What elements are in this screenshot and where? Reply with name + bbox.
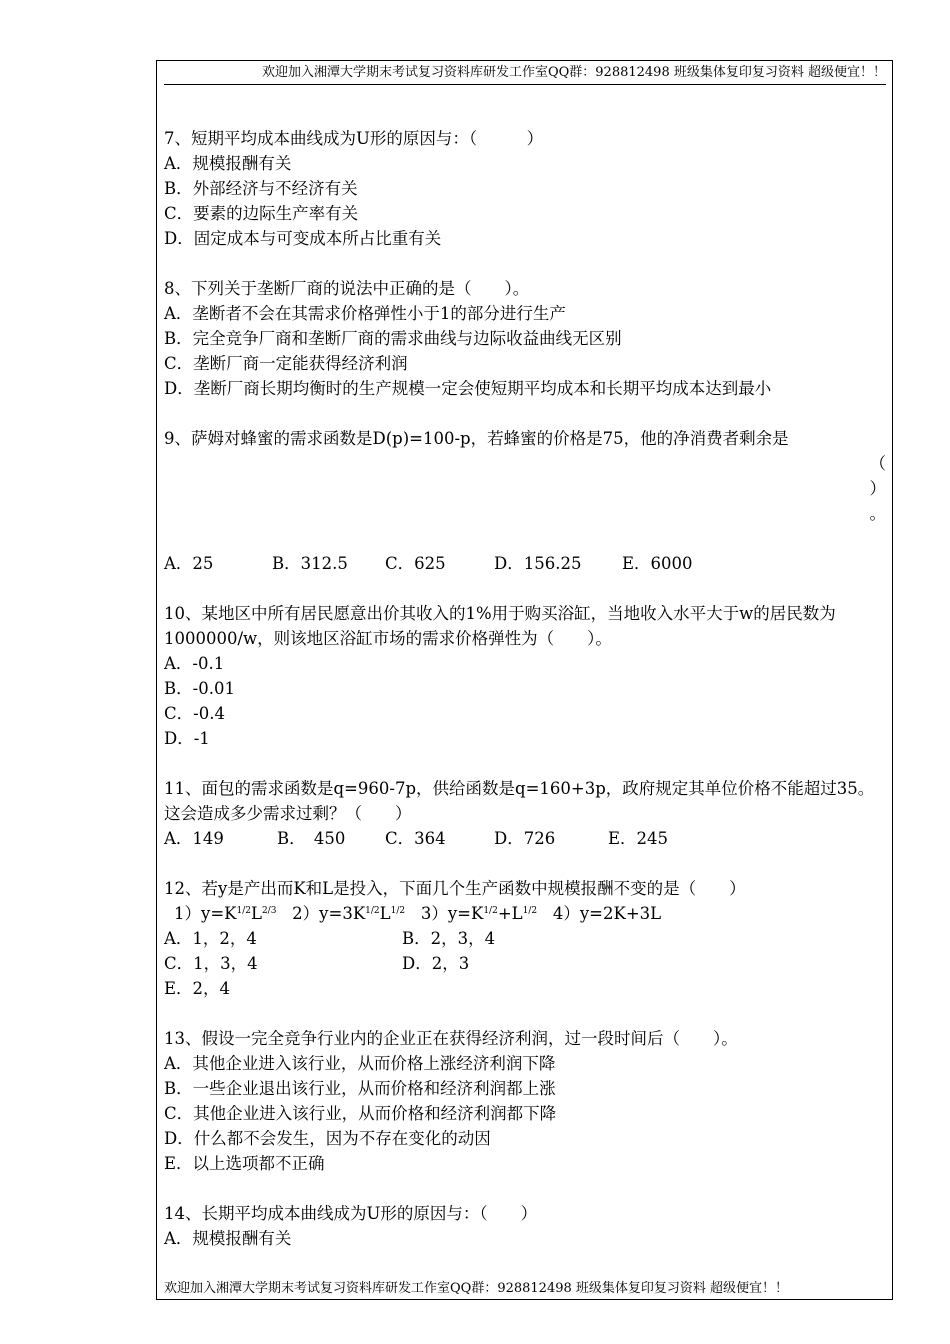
question-13 [164,1026,886,1176]
question-13-option-a: A．其他企业进入该行业，从而价格上涨经济利润下降 [164,1054,556,1073]
question-10-option-b: B．-0.01 [164,679,235,698]
question-12-option-b: B．2，3，4 [402,929,496,948]
question-14-stem: 14、长期平均成本曲线成为U形的原因与：（ ） [164,1204,538,1223]
exam-content [164,126,886,1251]
question-13-option-e: E．以上选项都不正确 [164,1154,325,1173]
question-8-option-b: B．完全竞争厂商和垄断厂商的需求曲线与边际收益曲线无区别 [164,329,622,348]
question-11-option-b: B． 450 [277,829,346,848]
question-10-stem: 10、某地区中所有居民愿意出价其收入的1%用于购买浴缸，当地收入水平大于w的居民数为1000000/w，则该地区浴缸市场的需求价格弹性为（ ）。 [164,604,836,648]
question-11 [164,776,886,851]
question-9-stem: 9、萨姆对蜂蜜的需求函数是D(p)=100-p，若蜂蜜的价格是75，他的净消费者剩余是 [164,429,789,448]
question-9 [164,426,886,576]
question-13-stem: 13、假设一完全竞争行业内的企业正在获得经济利润，过一段时间后（ ）。 [164,1029,738,1048]
question-7-stem: 7、短期平均成本曲线成为U形的原因与：（ ） [164,129,544,148]
function-1: $1)y=K^{1/2}L^{2/3}$ [174,904,277,923]
question-8-option-c: C．垄断厂商一定能获得经济利润 [164,354,408,373]
question-12 [164,876,886,1001]
question-9-paren-open: （ [869,454,886,473]
page-header: 欢迎加入湘潭大学期末考试复习资料库研发工作室QQ群：928812498 班级集体复印复习资料 超级便宜！！ [164,64,886,85]
question-10-option-c: C．-0.4 [164,704,225,723]
question-11-option-e: E．245 [608,829,669,848]
question-7-option-d: D．固定成本与可变成本所占比重有关 [164,229,442,248]
question-9-paren-close: ） [869,479,886,498]
question-12-option-c: C．1，3，4 [164,954,258,973]
question-9-option-a: A．25 [164,554,214,573]
question-11-option-c: C．364 [385,829,446,848]
function-3: $3)y=K^{1/2}+L^{1/2}$ [420,904,538,923]
question-11-options [164,826,886,851]
question-10 [164,601,886,751]
question-7-option-b: B．外部经济与不经济有关 [164,179,358,198]
question-10-option-a: A．-0.1 [164,654,225,673]
question-9-option-d: D．156.25 [494,554,582,573]
page-footer: 欢迎加入湘潭大学期末考试复习资料库研发工作室QQ群：928812498 班级集体复印复习资料 超级便宜！！ [164,1281,789,1296]
function-4: 4）y=2K+3L [552,904,662,923]
question-7 [164,126,886,251]
question-9-option-e: E．6000 [622,554,693,573]
question-13-option-c: C．其他企业进入该行业，从而价格和经济利润都下降 [164,1104,557,1123]
question-9-option-b: B．312.5 [272,554,348,573]
question-12-option-a: A．1，2，4 [164,929,257,948]
question-14-option-a: A．规模报酬有关 [164,1229,292,1248]
question-14 [164,1201,886,1251]
question-9-options [164,551,886,576]
question-11-option-d: D．726 [494,829,556,848]
question-9-period: 。 [869,504,886,523]
question-12-option-d: D．2，3 [402,954,470,973]
question-8-option-a: A．垄断者不会在其需求价格弹性小于1的部分进行生产 [164,304,566,323]
question-12-options-row-2 [164,951,886,976]
question-12-stem: 12、若y是产出而K和L是投入，下面几个生产函数中规模报酬不变的是（ ） [164,879,746,898]
function-2: $2)y=3K^{1/2}L^{1/2}$ [292,904,406,923]
question-11-stem: 11、面包的需求函数是q=960-7p，供给函数是q=160+3p，政府规定其单位价格不能超过35。这会造成多少需求过剩？（ ） [164,779,875,823]
question-13-option-b: B．一些企业退出该行业，从而价格和经济利润都上涨 [164,1079,556,1098]
question-9-option-c: C．625 [385,554,446,573]
question-8-stem: 8、下列关于垄断厂商的说法中正确的是（ ）。 [164,279,530,298]
question-12-functions [164,901,886,926]
question-12-options-row-1 [164,926,886,951]
question-12-option-e: E．2，4 [164,979,231,998]
question-8 [164,276,886,401]
question-7-option-a: A．规模报酬有关 [164,154,292,173]
question-7-option-c: C．要素的边际生产率有关 [164,204,359,223]
question-11-option-a: A．149 [164,829,224,848]
question-10-option-d: D．-1 [164,729,210,748]
question-8-option-d: D．垄断厂商长期均衡时的生产规模一定会使短期平均成本和长期平均成本达到最小 [164,379,772,398]
question-13-option-d: D．什么都不会发生，因为不存在变化的动因 [164,1129,491,1148]
